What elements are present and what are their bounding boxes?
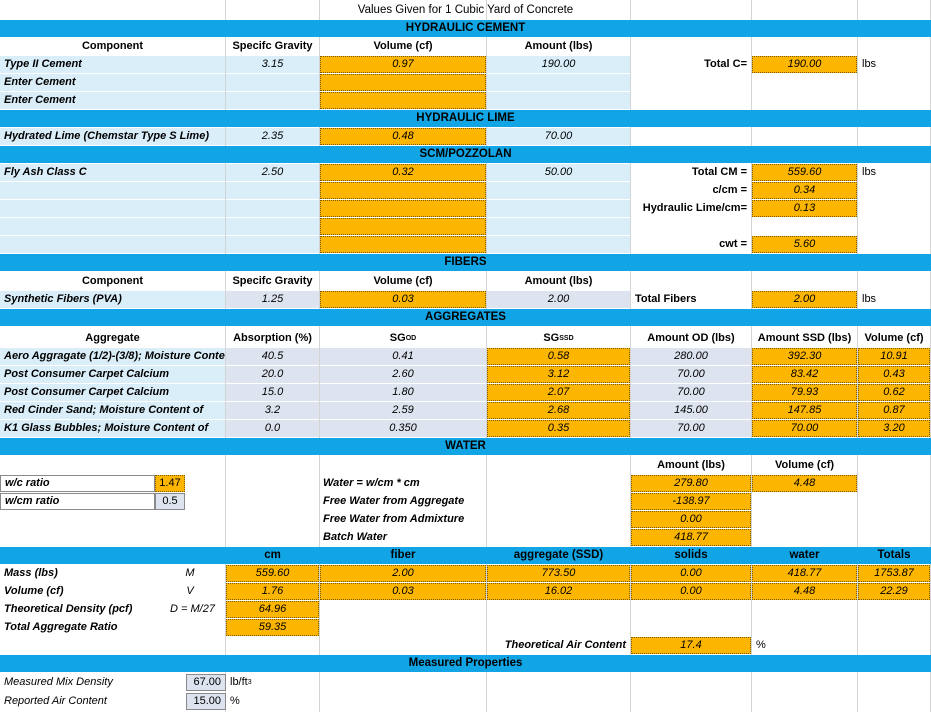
agg-volume[interactable]: 3.20 bbox=[858, 420, 930, 437]
agg-amount-ssd[interactable]: 392.30 bbox=[752, 348, 857, 365]
cement-name[interactable]: Enter Cement bbox=[0, 92, 225, 109]
scm-name[interactable]: Fly Ash Class C bbox=[0, 164, 225, 181]
measured-density-unit bbox=[226, 674, 286, 691]
theoretical-air-value[interactable]: 17.4 bbox=[631, 637, 751, 654]
agg-amount-od[interactable]: 70.00 bbox=[631, 420, 751, 437]
agg-name[interactable]: Post Consumer Carpet Calcium bbox=[0, 366, 225, 383]
scm-empty-name[interactable] bbox=[0, 182, 225, 199]
density-label: Theoretical Density (pcf) bbox=[4, 603, 133, 615]
aggregate-ratio-value[interactable]: 59.35 bbox=[226, 619, 319, 636]
total-fibers-label: Total Fibers bbox=[635, 293, 697, 305]
measured-density-unit-base: lb/ft bbox=[230, 676, 248, 688]
reported-air-unit: % bbox=[230, 695, 240, 707]
volume-aggregate[interactable]: 16.02 bbox=[487, 583, 630, 600]
free-water-aggregate-value[interactable]: -138.97 bbox=[631, 493, 751, 510]
batch-water-label: Batch Water bbox=[323, 531, 387, 543]
fiber-volume[interactable]: 0.03 bbox=[320, 291, 486, 308]
scm-empty-volume[interactable] bbox=[320, 182, 486, 199]
cement-amount[interactable]: 190.00 bbox=[487, 56, 630, 73]
scm-volume[interactable]: 0.32 bbox=[320, 164, 486, 181]
agg-header-amount-od: Amount OD (lbs) bbox=[647, 331, 735, 344]
cement-volume[interactable] bbox=[320, 92, 486, 109]
section-aggregates: AGGREGATES bbox=[0, 309, 931, 326]
agg-absorption[interactable]: 40.5 bbox=[226, 348, 319, 365]
cement-sg[interactable] bbox=[226, 92, 319, 109]
cwt-value[interactable]: 5.60 bbox=[752, 236, 857, 253]
agg-absorption[interactable]: 20.0 bbox=[226, 366, 319, 383]
agg-amount-od[interactable]: 280.00 bbox=[631, 348, 751, 365]
wc-ratio-value[interactable]: 1.47 bbox=[155, 475, 185, 492]
fiber-header-amount: Amount (lbs) bbox=[524, 275, 593, 287]
total-fibers-value[interactable]: 2.00 bbox=[752, 291, 857, 308]
agg-sg-ssd[interactable]: 0.58 bbox=[487, 348, 630, 365]
agg-header-sg-ssd-base: SG bbox=[543, 331, 560, 344]
scm-empty-name[interactable] bbox=[0, 236, 225, 253]
measured-density-label: Measured Mix Density bbox=[4, 676, 113, 688]
agg-volume[interactable]: 10.91 bbox=[858, 348, 930, 365]
scm-sg[interactable]: 2.50 bbox=[226, 164, 319, 181]
section-fibers: FIBERS bbox=[0, 254, 931, 271]
scm-amount[interactable]: 50.00 bbox=[487, 164, 630, 181]
scm-empty-amount[interactable] bbox=[487, 200, 630, 217]
agg-name[interactable]: K1 Glass Bubbles; Moisture Content of bbox=[0, 420, 225, 437]
scm-empty-name[interactable] bbox=[0, 200, 225, 217]
wcm-ratio-value[interactable]: 0.5 bbox=[155, 493, 185, 510]
cement-sg[interactable] bbox=[226, 74, 319, 91]
theoretical-air-label: Theoretical Air Content bbox=[504, 639, 626, 651]
fiber-header-volume: Volume (cf) bbox=[373, 275, 433, 287]
header-volume: Volume (cf) bbox=[373, 40, 433, 52]
scm-empty-sg[interactable] bbox=[226, 236, 319, 253]
wcm-ratio-label: w/cm ratio bbox=[0, 493, 155, 510]
total-cm-unit: lbs bbox=[862, 166, 877, 178]
section-measured-properties: Measured Properties bbox=[0, 655, 931, 672]
agg-name[interactable]: Red Cinder Sand; Moisture Content of bbox=[0, 402, 225, 419]
scm-empty-volume[interactable] bbox=[320, 200, 486, 217]
agg-volume[interactable]: 0.62 bbox=[858, 384, 930, 401]
header-amount: Amount (lbs) bbox=[524, 40, 593, 52]
agg-amount-ssd[interactable]: 83.42 bbox=[752, 366, 857, 383]
summary-header-totals: Totals bbox=[858, 547, 930, 564]
density-value[interactable]: 64.96 bbox=[226, 601, 319, 618]
fiber-header-sg: Specifc Gravity bbox=[232, 275, 313, 287]
agg-volume[interactable]: 0.43 bbox=[858, 366, 930, 383]
agg-sg-ssd[interactable]: 2.68 bbox=[487, 402, 630, 419]
fiber-sg[interactable]: 1.25 bbox=[226, 291, 319, 308]
density-formula: D = M/27 bbox=[170, 603, 215, 615]
volume-water[interactable]: 4.48 bbox=[752, 583, 857, 600]
agg-amount-od[interactable]: 70.00 bbox=[631, 366, 751, 383]
agg-amount-ssd[interactable]: 147.85 bbox=[752, 402, 857, 419]
volume-cm[interactable]: 1.76 bbox=[226, 583, 319, 600]
water-volume-header: Volume (cf) bbox=[774, 459, 835, 471]
agg-header-sg-od bbox=[320, 329, 486, 347]
agg-header-aggregate: Aggregate bbox=[85, 331, 140, 344]
scm-empty-amount[interactable] bbox=[487, 218, 630, 235]
c-cm-label: c/cm = bbox=[712, 184, 747, 196]
scm-empty-sg[interactable] bbox=[226, 200, 319, 217]
agg-header-sg-ssd bbox=[487, 329, 630, 347]
water-formula-amount[interactable]: 279.80 bbox=[631, 475, 751, 492]
summary-header-solids: solids bbox=[631, 547, 751, 564]
cement-name[interactable]: Enter Cement bbox=[0, 74, 225, 91]
header-specific-gravity: Specifc Gravity bbox=[232, 40, 313, 52]
total-c-value[interactable]: 190.00 bbox=[752, 56, 857, 73]
theoretical-air-unit: % bbox=[756, 639, 766, 651]
agg-absorption[interactable]: 15.0 bbox=[226, 384, 319, 401]
agg-header-sg-ssd-sub: SSD bbox=[559, 334, 574, 342]
cement-sg[interactable]: 3.15 bbox=[226, 56, 319, 73]
volume-fiber[interactable]: 0.03 bbox=[320, 583, 486, 600]
volume-solids[interactable]: 0.00 bbox=[631, 583, 751, 600]
lime-cm-label: Hydraulic Lime/cm= bbox=[642, 202, 747, 214]
mass-water[interactable]: 418.77 bbox=[752, 565, 857, 582]
scm-empty-volume[interactable] bbox=[320, 218, 486, 235]
free-water-aggregate-label: Free Water from Aggregate bbox=[323, 495, 465, 507]
agg-amount-od[interactable]: 145.00 bbox=[631, 402, 751, 419]
mass-cm[interactable]: 559.60 bbox=[226, 565, 319, 582]
volume-symbol: V bbox=[186, 585, 194, 597]
water-amount-header: Amount (lbs) bbox=[657, 459, 725, 471]
scm-empty-name[interactable] bbox=[0, 218, 225, 235]
cement-amount[interactable] bbox=[487, 92, 630, 109]
scm-empty-volume[interactable] bbox=[320, 236, 486, 253]
section-hydraulic-cement: HYDRAULIC CEMENT bbox=[0, 20, 931, 37]
water-formula-volume[interactable]: 4.48 bbox=[752, 475, 857, 492]
agg-header-amount-ssd: Amount SSD (lbs) bbox=[757, 331, 852, 344]
scm-empty-sg[interactable] bbox=[226, 218, 319, 235]
total-c-label: Total C= bbox=[704, 58, 747, 70]
measured-density-unit-exp: 3 bbox=[247, 679, 252, 686]
mass-fiber[interactable]: 2.00 bbox=[320, 565, 486, 582]
agg-sg-ssd[interactable]: 3.12 bbox=[487, 366, 630, 383]
agg-amount-od[interactable]: 70.00 bbox=[631, 384, 751, 401]
summary-header-water: water bbox=[752, 547, 857, 564]
section-scm: SCM/POZZOLAN bbox=[0, 146, 931, 163]
scm-empty-amount[interactable] bbox=[487, 182, 630, 199]
agg-amount-ssd[interactable]: 70.00 bbox=[752, 420, 857, 437]
cement-amount[interactable] bbox=[487, 74, 630, 91]
agg-name[interactable]: Post Consumer Carpet Calcium bbox=[0, 384, 225, 401]
lime-amount[interactable]: 70.00 bbox=[487, 128, 630, 145]
total-cm-label: Total CM = bbox=[691, 166, 747, 178]
agg-header-sg-od-base: SG bbox=[389, 331, 406, 344]
agg-absorption[interactable]: 0.0 bbox=[226, 420, 319, 437]
measured-density-value[interactable]: 67.00 bbox=[186, 674, 226, 691]
lime-sg[interactable]: 2.35 bbox=[226, 128, 319, 145]
lime-volume[interactable]: 0.48 bbox=[320, 128, 486, 145]
agg-sg-od[interactable]: 2.59 bbox=[320, 402, 486, 419]
fiber-amount[interactable]: 2.00 bbox=[487, 291, 630, 308]
cwt-label: cwt = bbox=[719, 238, 747, 250]
mass-symbol: M bbox=[185, 567, 195, 579]
sheet-title: Values Given for 1 Cubic Yard of Concrete bbox=[357, 3, 574, 16]
batch-water-value[interactable]: 418.77 bbox=[631, 529, 751, 546]
free-water-admixture-label: Free Water from Admixture bbox=[323, 513, 465, 525]
total-cm-value[interactable]: 559.60 bbox=[752, 164, 857, 181]
lime-cm-value[interactable]: 0.13 bbox=[752, 200, 857, 217]
total-fibers-unit: lbs bbox=[862, 293, 877, 305]
agg-volume[interactable]: 0.87 bbox=[858, 402, 930, 419]
aggregate-ratio-label: Total Aggregate Ratio bbox=[4, 621, 118, 633]
agg-sg-od[interactable]: 1.80 bbox=[320, 384, 486, 401]
lime-name[interactable]: Hydrated Lime (Chemstar Type S Lime) bbox=[0, 128, 225, 145]
fiber-name[interactable]: Synthetic Fibers (PVA) bbox=[0, 291, 225, 308]
reported-air-value[interactable]: 15.00 bbox=[186, 693, 226, 710]
mass-label: Mass (lbs) bbox=[4, 567, 58, 579]
free-water-admixture-value[interactable]: 0.00 bbox=[631, 511, 751, 528]
scm-empty-amount[interactable] bbox=[487, 236, 630, 253]
volume-label: Volume (cf) bbox=[4, 585, 64, 597]
cement-volume[interactable] bbox=[320, 74, 486, 91]
agg-absorption[interactable]: 3.2 bbox=[226, 402, 319, 419]
mass-total[interactable]: 1753.87 bbox=[858, 565, 930, 582]
volume-total[interactable]: 22.29 bbox=[858, 583, 930, 600]
fiber-header-component: Component bbox=[81, 275, 144, 287]
water-formula-label: Water = w/cm * cm bbox=[323, 477, 420, 489]
c-cm-value[interactable]: 0.34 bbox=[752, 182, 857, 199]
agg-sg-ssd[interactable]: 0.35 bbox=[487, 420, 630, 437]
summary-header-cm: cm bbox=[226, 547, 319, 564]
agg-sg-od[interactable]: 0.350 bbox=[320, 420, 486, 437]
agg-sg-ssd[interactable]: 2.07 bbox=[487, 384, 630, 401]
reported-air-label: Reported Air Content bbox=[4, 695, 107, 707]
agg-sg-od[interactable]: 2.60 bbox=[320, 366, 486, 383]
agg-header-volume: Volume (cf) bbox=[864, 331, 924, 344]
summary-header-fiber: fiber bbox=[320, 547, 486, 564]
summary-header-aggregate: aggregate (SSD) bbox=[487, 547, 630, 564]
agg-header-sg-od-sub: OD bbox=[405, 334, 417, 342]
scm-empty-sg[interactable] bbox=[226, 182, 319, 199]
cement-volume[interactable]: 0.97 bbox=[320, 56, 486, 73]
total-c-unit: lbs bbox=[862, 58, 877, 70]
agg-sg-od[interactable]: 0.41 bbox=[320, 348, 486, 365]
mass-aggregate[interactable]: 773.50 bbox=[487, 565, 630, 582]
header-component: Component bbox=[81, 40, 144, 52]
section-water: WATER bbox=[0, 438, 931, 455]
mass-solids[interactable]: 0.00 bbox=[631, 565, 751, 582]
section-hydraulic-lime: HYDRAULIC LIME bbox=[0, 110, 931, 127]
agg-header-absorption: Absorption (%) bbox=[233, 331, 312, 344]
cement-name[interactable]: Type II Cement bbox=[0, 56, 225, 73]
wc-ratio-label: w/c ratio bbox=[0, 475, 155, 492]
agg-amount-ssd[interactable]: 79.93 bbox=[752, 384, 857, 401]
agg-name[interactable]: Aero Aggragate (1/2)-(3/8); Moisture Conte bbox=[0, 348, 225, 365]
